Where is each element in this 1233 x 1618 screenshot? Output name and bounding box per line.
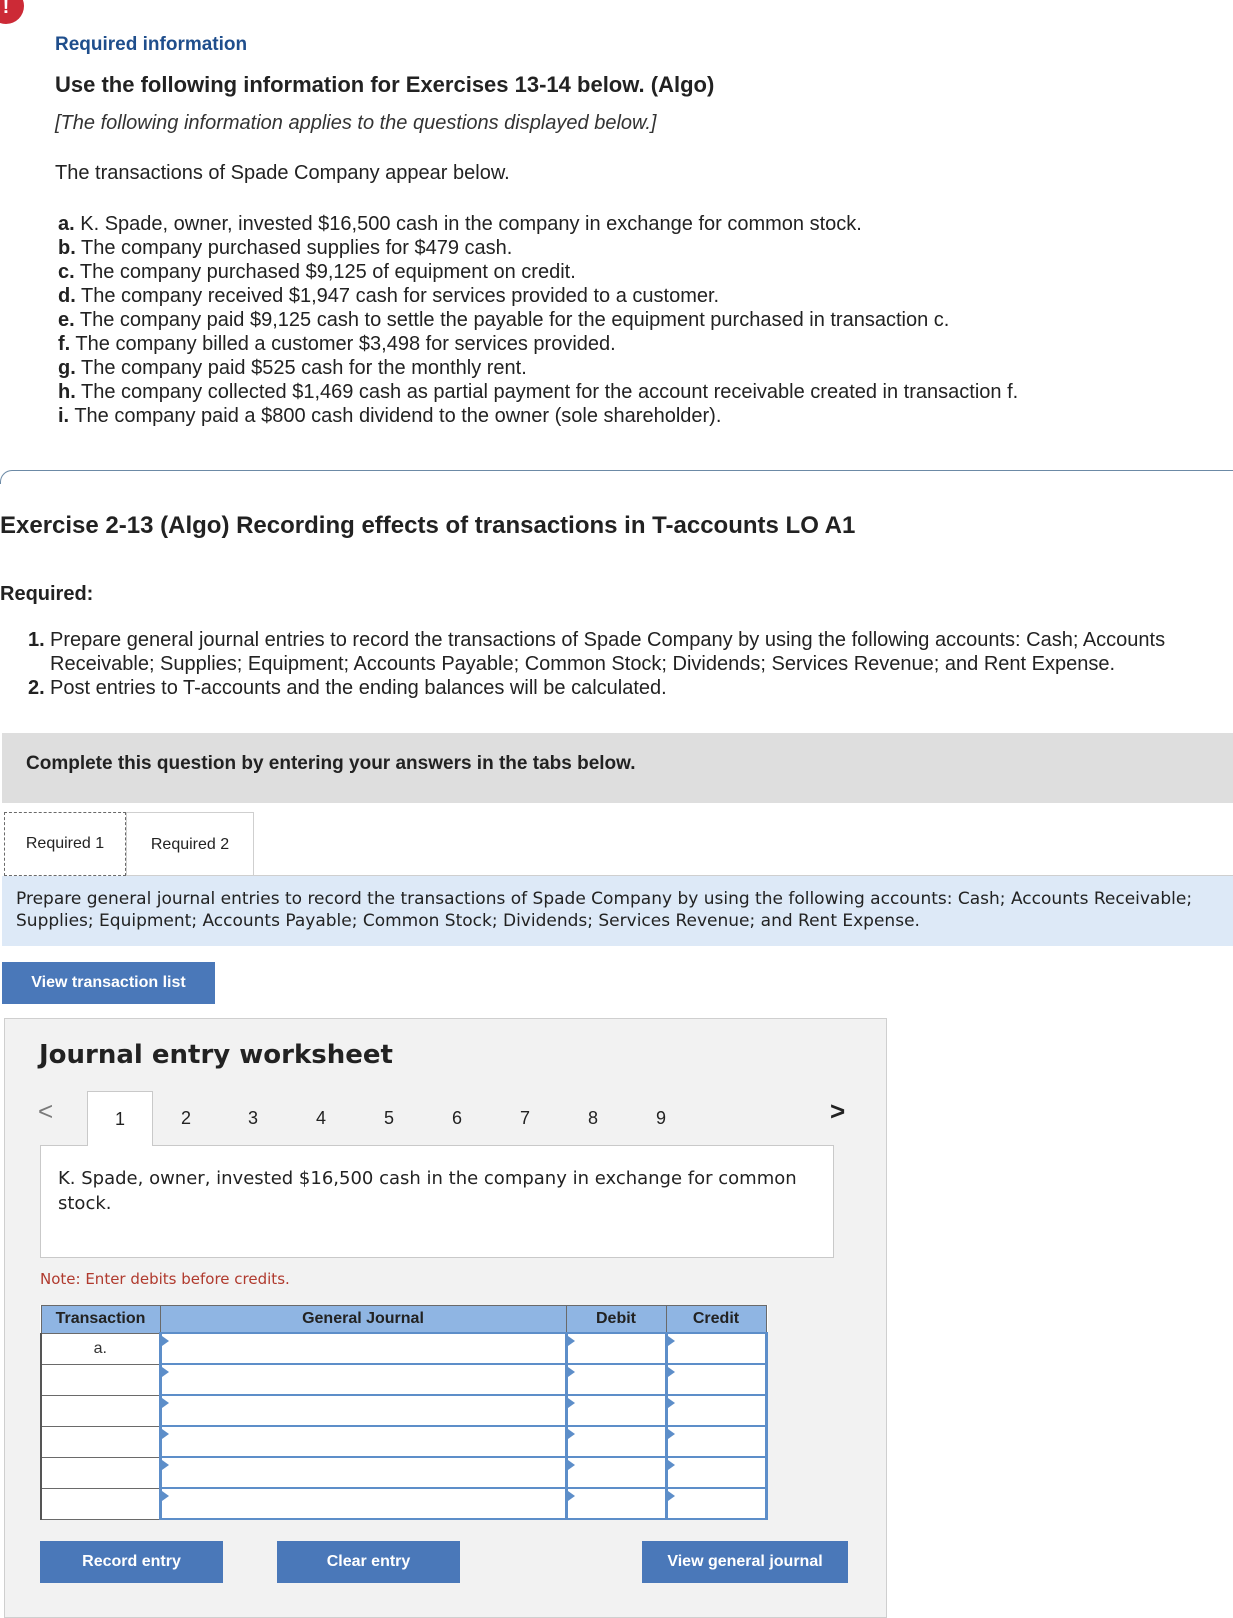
- credit-input[interactable]: [666, 1333, 766, 1364]
- input-indicator-icon: [668, 1367, 675, 1377]
- entry-tab-2[interactable]: 2: [180, 1107, 191, 1128]
- general-journal-table: [40, 1305, 768, 1520]
- account-select[interactable]: [160, 1395, 566, 1426]
- section-divider: [0, 470, 1233, 484]
- tab-required-2[interactable]: Required 2: [126, 812, 254, 876]
- transaction-cell: a.: [41, 1333, 160, 1364]
- required-label: Required:: [0, 583, 94, 605]
- input-indicator-icon: [568, 1491, 575, 1501]
- account-select[interactable]: [160, 1364, 566, 1395]
- input-indicator-icon: [668, 1429, 675, 1439]
- list-item: a. K. Spade, owner, invested $16,500 cash in the company in exchange for common stock.: [58, 213, 862, 235]
- view-transaction-list-button[interactable]: View transaction list: [2, 962, 215, 1004]
- transaction-list: [58, 212, 1018, 428]
- table-row: [41, 1333, 766, 1364]
- next-entry-chevron-icon[interactable]: >: [830, 1096, 846, 1126]
- requirement-1: 1. Prepare general journal entries to record the transactions of Spade Company by using the following accounts: Cash; Accounts Receivable; Supplies; Equipment; Accounts Payable; Common Stock; Dividends; Services Revenue; and Rent Expense.: [28, 629, 1166, 675]
- transaction-cell: [41, 1364, 160, 1395]
- dropdown-indicator-icon: [162, 1429, 169, 1439]
- account-select[interactable]: [160, 1333, 566, 1364]
- transaction-cell: [41, 1395, 160, 1426]
- input-indicator-icon: [568, 1398, 575, 1408]
- debit-input[interactable]: [566, 1488, 666, 1519]
- exercise-title: Exercise 2-13 (Algo) Recording effects of transactions in T-accounts LO A1: [0, 512, 856, 539]
- debit-input[interactable]: [566, 1395, 666, 1426]
- instructions-panel: Prepare general journal entries to record the transactions of Spade Company by using the following accounts: Cash; Accounts Receivable; Supplies; Equipment; Accounts Payable; Common Stock; Dividends; Services Revenue; and Rent Expense.: [2, 876, 1233, 946]
- credit-input[interactable]: [666, 1426, 766, 1457]
- debit-input[interactable]: [566, 1426, 666, 1457]
- dropdown-indicator-icon: [162, 1336, 169, 1346]
- input-indicator-icon: [568, 1336, 575, 1346]
- credit-input[interactable]: [666, 1457, 766, 1488]
- list-item: b. The company purchased supplies for $479 cash.: [58, 237, 513, 259]
- table-row: [41, 1364, 766, 1395]
- debit-input[interactable]: [566, 1364, 666, 1395]
- list-item: h. The company collected $1,469 cash as partial payment for the account receivable created in transaction f.: [58, 381, 1019, 403]
- tab-required-1[interactable]: Required 1: [4, 812, 126, 876]
- account-select[interactable]: [160, 1426, 566, 1457]
- transaction-cell: [41, 1426, 160, 1457]
- transaction-description: K. Spade, owner, invested $16,500 cash in the company in exchange for common stock.: [40, 1145, 834, 1258]
- input-indicator-icon: [568, 1460, 575, 1470]
- entry-tab-3[interactable]: 3: [247, 1107, 258, 1128]
- dropdown-indicator-icon: [162, 1398, 169, 1408]
- input-indicator-icon: [568, 1367, 575, 1377]
- dropdown-indicator-icon: [162, 1460, 169, 1470]
- dropdown-indicator-icon: [162, 1491, 169, 1501]
- table-row: [41, 1488, 766, 1519]
- column-header-debit: Debit: [566, 1306, 666, 1334]
- account-select[interactable]: [160, 1488, 566, 1519]
- entry-tab-5[interactable]: 5: [383, 1107, 394, 1128]
- account-select[interactable]: [160, 1457, 566, 1488]
- credit-input[interactable]: [666, 1395, 766, 1426]
- column-header-transaction: Transaction: [41, 1306, 160, 1334]
- list-item: c. The company purchased $9,125 of equipment on credit.: [58, 261, 576, 283]
- input-indicator-icon: [668, 1336, 675, 1346]
- transaction-cell: [41, 1488, 160, 1519]
- list-item: g. The company paid $525 cash for the monthly rent.: [58, 357, 527, 379]
- table-row: [41, 1457, 766, 1488]
- entry-tab-1[interactable]: 1: [87, 1091, 153, 1146]
- clear-entry-button[interactable]: Clear entry: [277, 1541, 460, 1583]
- debit-input[interactable]: [566, 1333, 666, 1364]
- required-information-heading: Required information: [55, 34, 248, 55]
- intro-text: The transactions of Spade Company appear below.: [55, 162, 510, 184]
- complete-question-text: Complete this question by entering your answers in the tabs below.: [26, 753, 636, 774]
- record-entry-button[interactable]: Record entry: [40, 1541, 223, 1583]
- entry-tab-7[interactable]: 7: [519, 1107, 530, 1128]
- table-row: [41, 1395, 766, 1426]
- entry-tab-4[interactable]: 4: [315, 1107, 326, 1128]
- dropdown-indicator-icon: [162, 1367, 169, 1377]
- worksheet-title: Journal entry worksheet: [39, 1040, 393, 1070]
- applies-note: [The following information applies to the questions displayed below.]: [55, 112, 657, 134]
- use-following-heading: Use the following information for Exercises 13-14 below. (Algo): [55, 72, 715, 97]
- input-indicator-icon: [568, 1429, 575, 1439]
- credit-input[interactable]: [666, 1488, 766, 1519]
- table-header-row: [41, 1306, 766, 1334]
- list-item: e. The company paid $9,125 cash to settle the payable for the equipment purchased in transaction c.: [58, 309, 950, 331]
- requirements-list: [28, 628, 1228, 700]
- entry-tab-6[interactable]: 6: [451, 1107, 462, 1128]
- table-row: [41, 1426, 766, 1457]
- debit-credit-note: Note: Enter debits before credits.: [40, 1270, 290, 1288]
- list-item: d. The company received $1,947 cash for services provided to a customer.: [58, 285, 720, 307]
- column-header-general-journal: General Journal: [160, 1306, 566, 1334]
- transaction-cell: [41, 1457, 160, 1488]
- input-indicator-icon: [668, 1491, 675, 1501]
- input-indicator-icon: [668, 1460, 675, 1470]
- debit-input[interactable]: [566, 1457, 666, 1488]
- entry-tab-9[interactable]: 9: [655, 1107, 666, 1128]
- credit-input[interactable]: [666, 1364, 766, 1395]
- view-general-journal-button[interactable]: View general journal: [642, 1541, 848, 1583]
- column-header-credit: Credit: [666, 1306, 766, 1334]
- input-indicator-icon: [668, 1398, 675, 1408]
- prev-entry-chevron-icon[interactable]: <: [38, 1096, 54, 1126]
- entry-tab-8[interactable]: 8: [587, 1107, 598, 1128]
- alert-icon: !: [0, 0, 24, 24]
- list-item: f. The company billed a customer $3,498 for services provided.: [58, 333, 616, 355]
- list-item: i. The company paid a $800 cash dividend to the owner (sole shareholder).: [58, 405, 722, 427]
- requirement-2: 2. Post entries to T-accounts and the ending balances will be calculated.: [28, 677, 667, 699]
